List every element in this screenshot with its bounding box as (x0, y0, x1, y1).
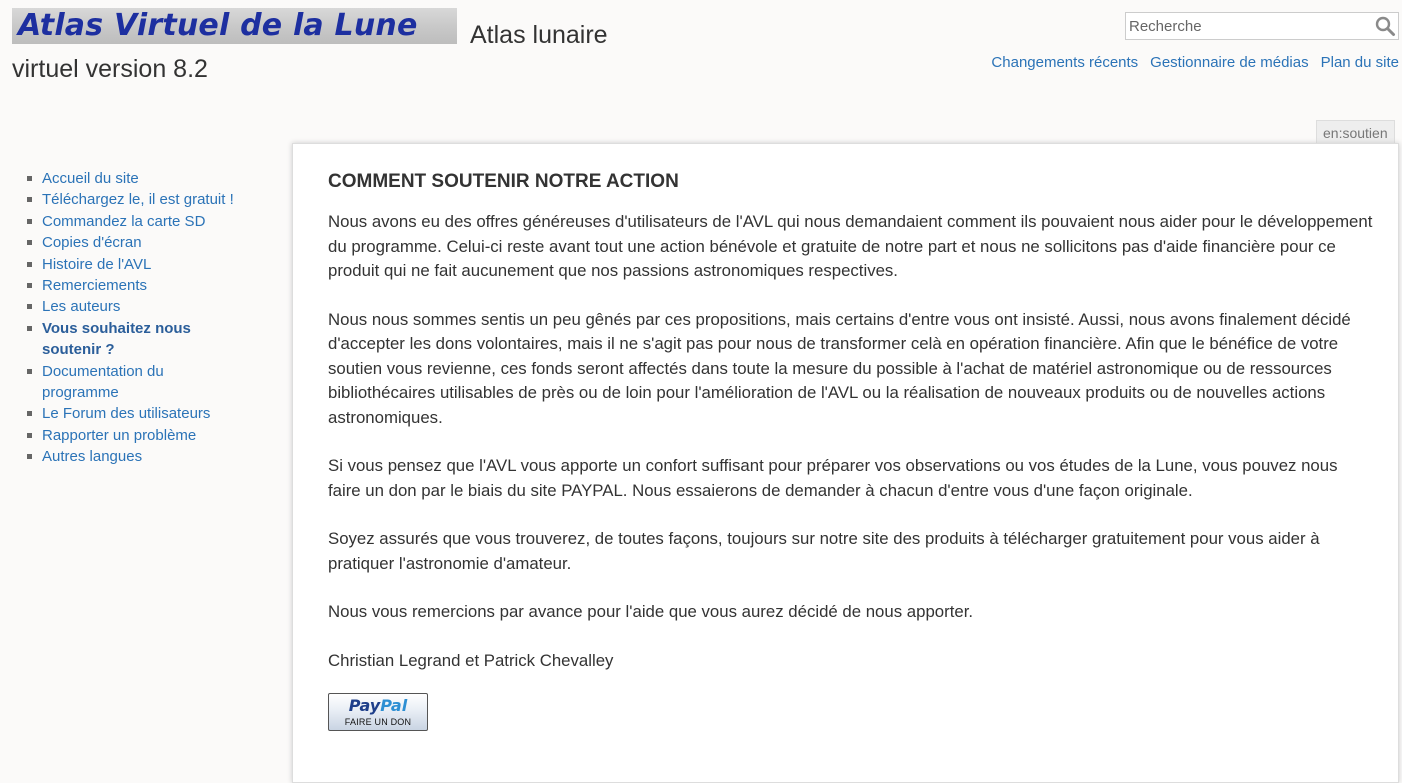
paragraph-thanks: Nous vous remercions par avance pour l'aide que vous aurez décidé de nous apporter. (328, 602, 974, 621)
article (328, 170, 1373, 731)
sidebar-item-forum (24, 403, 242, 424)
paypal-logo (329, 697, 427, 715)
sidebar-item-report-bug (24, 425, 242, 446)
sidebar-item-thanks (24, 275, 242, 296)
paragraph-intro: Nous avons eu des offres généreuses d'utilisateurs de l'AVL qui nous demandaient comment ils pouvaient nous aider pour le développement du programme. Celui-ci reste avant tout une action bénévole et gratuite de notre part et nous ne sollicitons pas d'aide financière pour ce produit qui ne fait aucunement que nos passions astronomiques respectives. (328, 212, 1373, 280)
paypal-logo-pal: Pal (380, 696, 408, 715)
sitemap-link[interactable]: Plan du site (1320, 54, 1399, 71)
site-title-wrapper (12, 18, 652, 86)
sidebar-link-forum[interactable]: Le Forum des utilisateurs (42, 405, 211, 423)
search-button[interactable] (1374, 15, 1396, 37)
media-manager-link[interactable]: Gestionnaire de médias (1150, 54, 1309, 71)
paragraph-donations: Nous nous sommes sentis un peu gênés par ces propositions, mais certains d'entre vous ont insisté. Aussi, nous avons finalement décidé d'accepter les dons volontaires, mais il ne s'agit pas pour nous de transformer celà en opération financière. Afin que le bénéfice de votre soutien vous revienne, ces fonds seront affectés dans toute la mesure du possible à l'achat de matériel astronomique ou de ressources bibliothécaires utilisables de près ou de loin pour l'amélioration de l'AVL ou la réalisation de nouveaux produits ou de nouvelles actions astronomiques. (328, 309, 1351, 427)
site-header (0, 0, 1402, 130)
sidebar-link-support[interactable]: Vous souhaitez nous soutenir ? (42, 319, 191, 359)
bullet-icon (27, 262, 32, 267)
paragraph-free-products: Soyez assurés que vous trouverez, de toutes façons, toujours sur notre site des produits à télécharger gratuitement pour vous aider à pratiquer l'astronomie d'amateur. (328, 529, 1320, 573)
sidebar-item-history (24, 254, 242, 275)
bullet-icon (27, 411, 32, 416)
bullet-icon (27, 304, 32, 309)
search-icon (1374, 15, 1396, 37)
sidebar-menu (0, 168, 280, 468)
page-id-tab: en:soutien (1316, 120, 1395, 144)
site-tools-nav (979, 53, 1399, 73)
main-content (292, 143, 1399, 783)
sidebar-link-screenshots[interactable]: Copies d'écran (42, 234, 142, 252)
sidebar-link-languages[interactable]: Autres langues (42, 448, 143, 466)
bullet-icon (27, 219, 32, 224)
paragraph-paypal: Si vous pensez que l'AVL vous apporte un confort suffisant pour préparer vos observations ou vos études de la Lune, vous pouvez nous faire un don par le biais du site PAYPAL. Nous essaierons de demander à chacun d'entre vous d'une façon originale. (328, 456, 1338, 500)
sidebar (0, 168, 280, 468)
sidebar-link-download[interactable]: Téléchargez le, il est gratuit ! (42, 191, 234, 209)
sidebar-item-support (24, 318, 242, 361)
sidebar-link-authors[interactable]: Les auteurs (42, 298, 121, 316)
bullet-icon (27, 283, 32, 288)
paragraph-signature: Christian Legrand et Patrick Chevalley (328, 650, 614, 670)
bullet-icon (27, 176, 32, 181)
sidebar-link-history[interactable]: Histoire de l'AVL (42, 255, 152, 273)
sidebar-item-sd-card (24, 211, 242, 232)
paypal-donate-button[interactable] (328, 693, 428, 731)
logo-text: Atlas Virtuel de la Lune (18, 8, 418, 43)
bullet-icon (27, 454, 32, 459)
paypal-logo-pay: Pay (348, 696, 381, 715)
page-heading: COMMENT SOUTENIR NOTRE ACTION (328, 171, 679, 192)
site-title[interactable]: Atlas lunaire virtuel version 8.2 (12, 21, 608, 83)
search-input[interactable] (1126, 13, 1376, 39)
sidebar-link-home[interactable]: Accueil du site (42, 170, 139, 187)
sidebar-item-languages (24, 446, 242, 467)
sidebar-link-documentation[interactable]: Documentation du programme (42, 362, 164, 402)
sidebar-item-screenshots (24, 232, 242, 253)
sidebar-link-sd-card[interactable]: Commandez la carte SD (42, 212, 206, 230)
bullet-icon (27, 326, 32, 331)
sidebar-item-home (24, 168, 242, 189)
sidebar-item-documentation (24, 361, 242, 404)
bullet-icon (27, 433, 32, 438)
bullet-icon (27, 240, 32, 245)
bullet-icon (27, 197, 32, 202)
paypal-donate-label: FAIRE UN DON (344, 717, 412, 727)
sidebar-link-report-bug[interactable]: Rapporter un problème (42, 426, 197, 444)
sidebar-link-thanks[interactable]: Remerciements (42, 277, 148, 295)
recent-changes-link[interactable]: Changements récents (991, 54, 1139, 71)
sidebar-item-download (24, 189, 242, 210)
search-form (1125, 12, 1399, 40)
sidebar-item-authors (24, 296, 242, 317)
bullet-icon (27, 369, 32, 374)
